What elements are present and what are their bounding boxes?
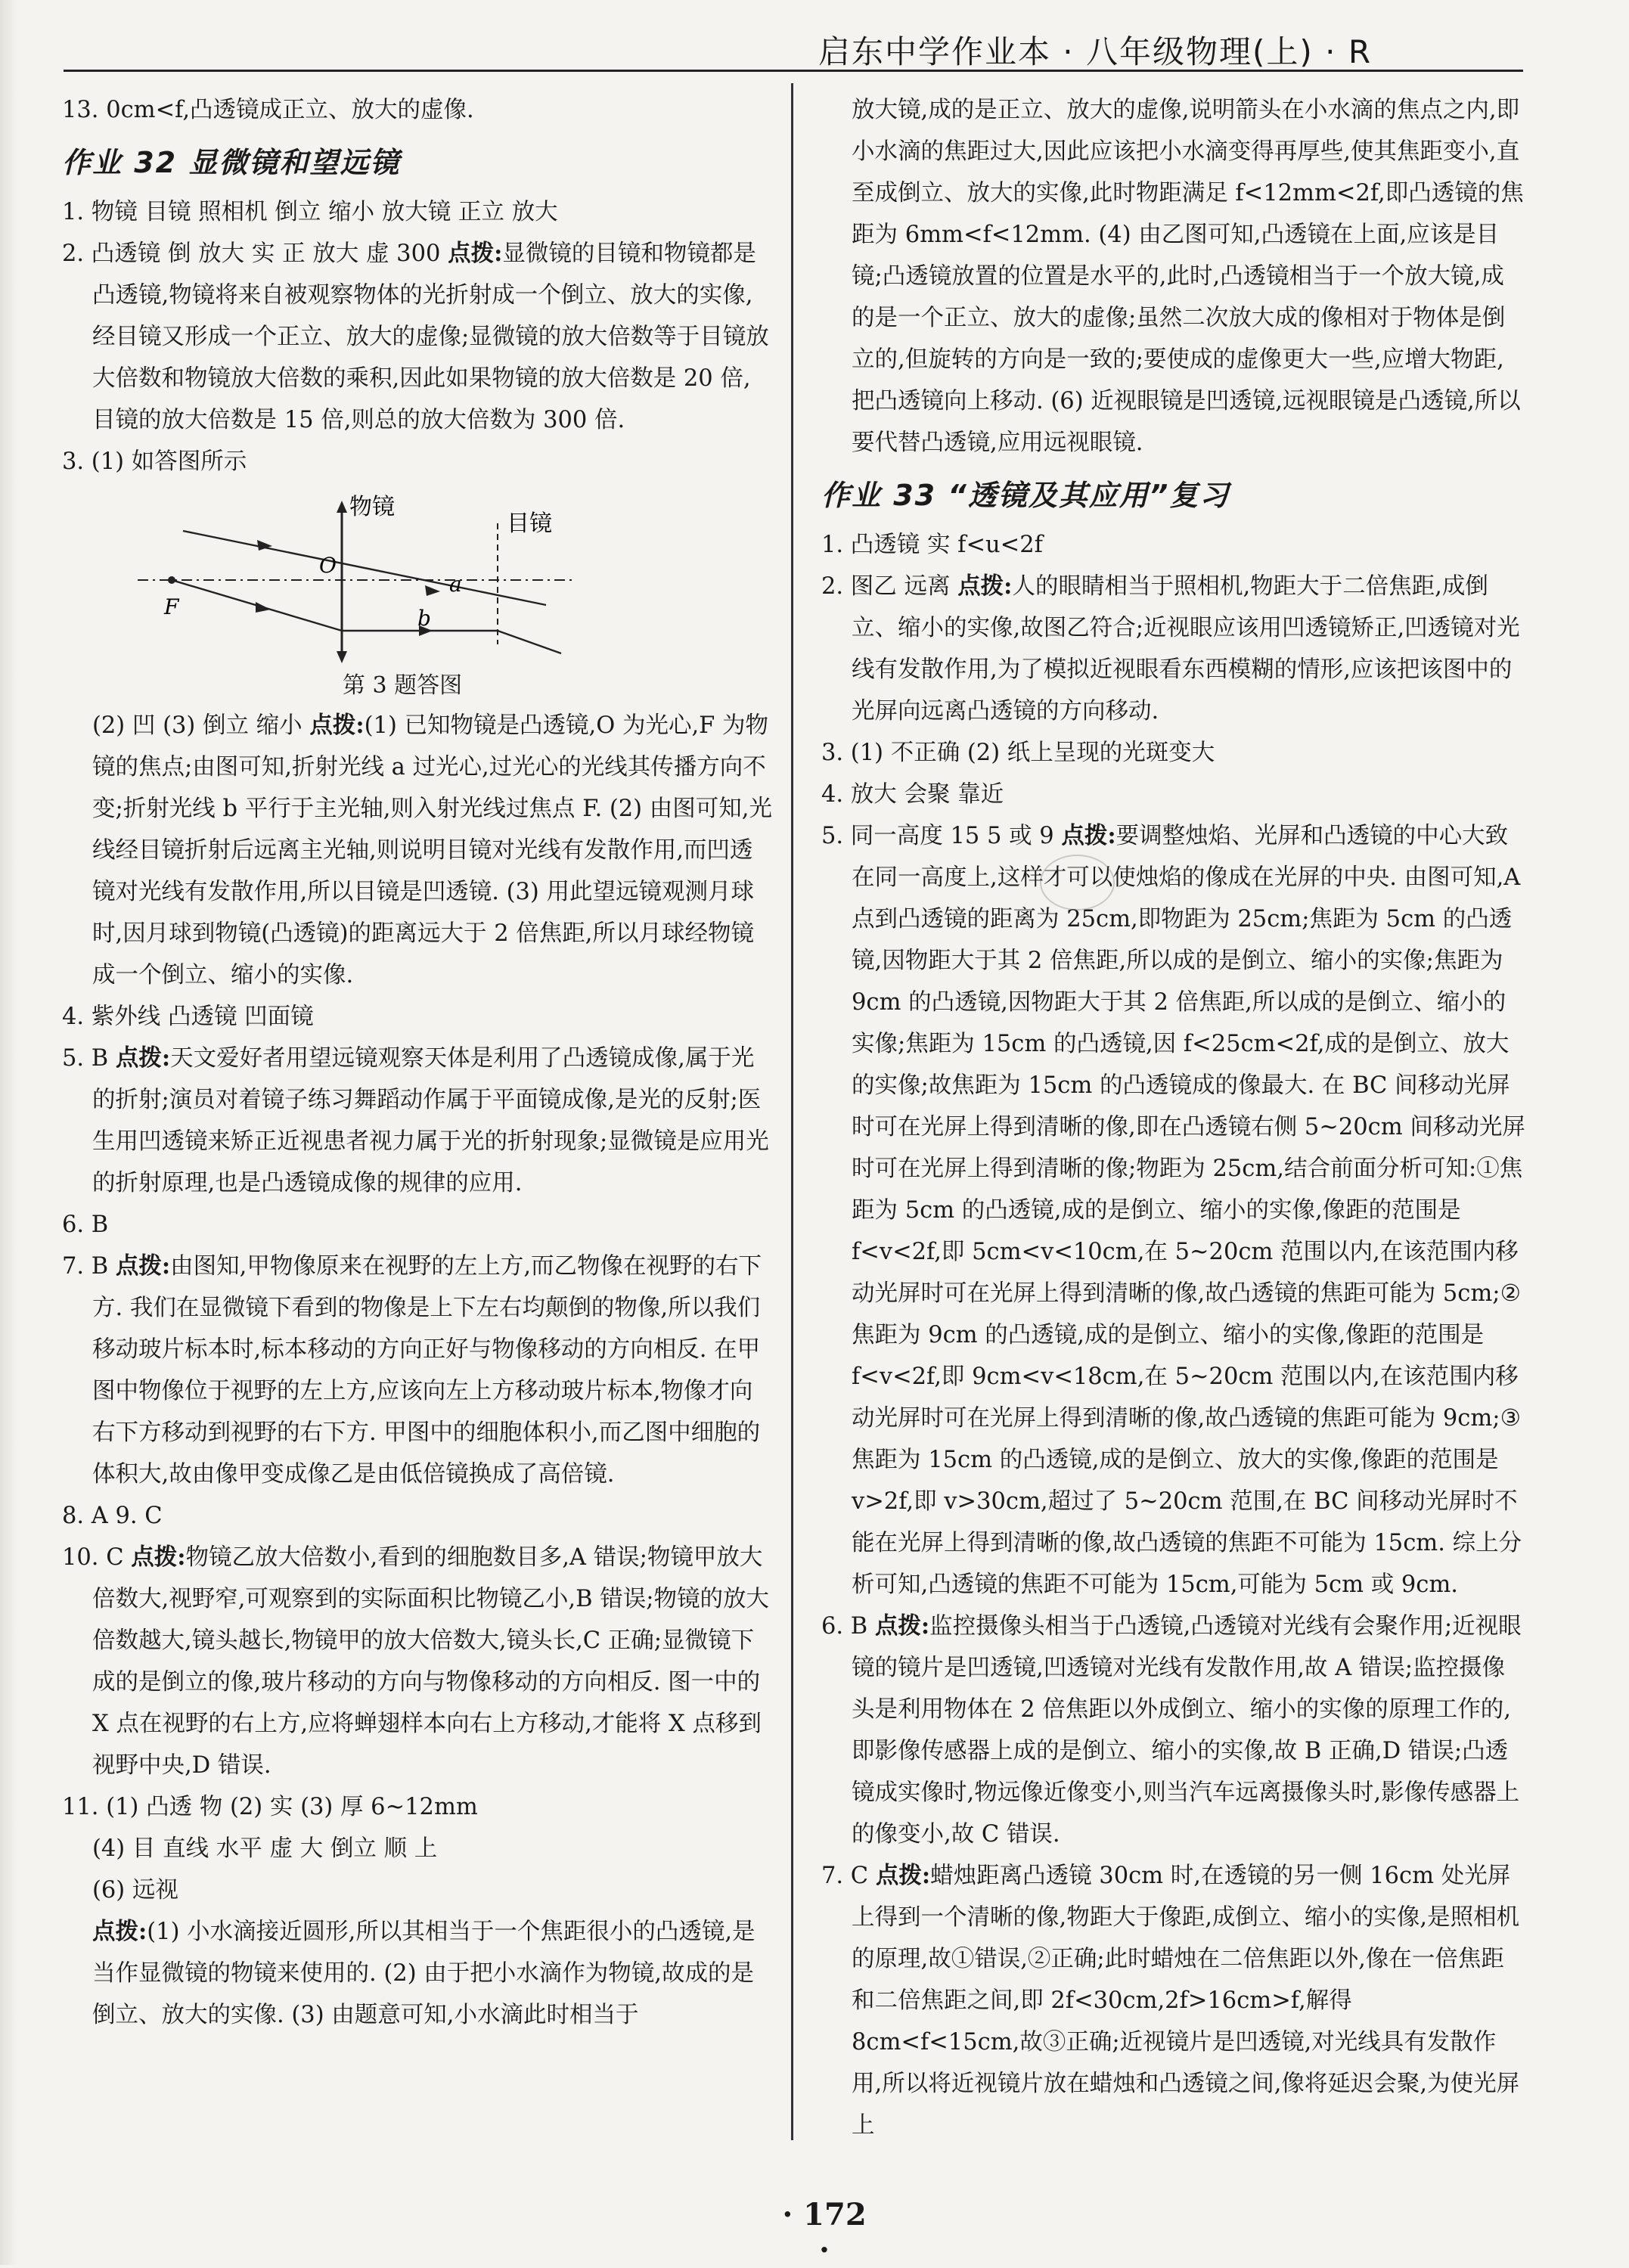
answer-1: 1. 物镜 目镜 照相机 倒立 缩小 放大镜 正立 放大: [62, 199, 558, 225]
binding-edge: [0, 0, 17, 2265]
answer-3-part1: 3. (1) 如答图所示: [62, 448, 247, 475]
header-title: 启东中学作业本 · 八年级物理(上) · R: [818, 33, 1372, 70]
review-answer-5: [821, 815, 1526, 1606]
answer-3-part2-main: (2) 凹 (3) 倒立 缩小: [92, 712, 310, 739]
ray-b-arrow-1: [256, 602, 271, 613]
label-b: b: [417, 606, 431, 631]
answer-11-part2: (4) 目 直线 水平 虚 大 倒立 顺 上: [92, 1835, 438, 1862]
review-answer-5-tip: 要调整烛焰、光屏和凸透镜的中心大致在同一高度上,这样才可以使烛焰的像成在光屏的中央. 由图可知,A 点到凸透镜的距离为 25cm,即物距为 25cm;焦距为 5cm 的凸透镜,因物距大于其 2 倍焦距,所以成的是倒立、缩小的实像;焦距为 9cm 的凸透镜,因物距大于其 2 倍焦距,所以成的是倒立、缩小的实像;焦距为 15cm 的凸透镜,因 f<25cm<2f,成的是倒立、放大的实像;故焦距为 15cm 的凸透镜成的像最大. 在 BC 间移动光屏时可在光屏上得到清晰的像,即在凸透镜右侧 5~20cm 间移动光屏时可在光屏上得到清晰的像;物距为 25cm,结合前面分析可知:①焦距为 5cm 的凸透镜,成的是倒立、缩小的实像,像距的范围是 f<v<2f,即 5cm<v<10cm,在 5~20cm 范围以内,在该范围内移动光屏时可在光屏上得到清晰的像,故凸透镜的焦距可能为 5cm;②焦距为 9cm 的凸透镜,成的是倒立、缩小的实像,像距的范围是 f<v<2f,即 9cm<v<18cm,在 5~20cm 范围以内,在该范围内移动光屏时可在光屏上得到清晰的像,故凸透镜的焦距可能为 9cm;③焦距为 15cm 的凸透镜,成的是倒立、放大的实像,像距的范围是 v>2f,即 v>30cm,超过了 5~20cm 范围,在 BC 间移动光屏时不能在光屏上得到清晰的像,故凸透镜的焦距不可能为 15cm. 综上分析可知,凸透镜的焦距不可能为 15cm,可能为 5cm 或 9cm.: [852, 823, 1525, 1598]
review-answer-2: [821, 566, 1526, 732]
review-answer-6-tip-label: 点拨:: [874, 1612, 930, 1640]
column-divider: [791, 83, 793, 2140]
ray-a-arrow-2: [425, 585, 440, 596]
answer-10-main: 10. C: [62, 1544, 132, 1571]
review-answer-7-tip-label: 点拨:: [875, 1862, 931, 1889]
section-32-title: 作业 32 显微镜和望远镜: [62, 146, 401, 179]
answer-3-tip-label: 点拨:: [309, 712, 365, 739]
answer-11-tip: (1) 小水滴接近圆形,所以其相当于一个焦距很小的凸透镜,是当作显微镜的物镜来使用的. (2) 由于把小水滴作为物镜,故成的是倒立、放大的实像. (3) 由题意可知,小水滴此时相当于: [92, 1919, 756, 2028]
review-answer-1: 1. 凸透镜 实 f<u<2f: [821, 532, 1043, 558]
review-answer-7: [821, 1855, 1526, 2146]
label-objective: 物镜: [349, 494, 395, 520]
page-number: · 172 ·: [782, 2197, 867, 2268]
answer-3-tip: (1) 已知物镜是凸透镜,O 为光心,F 为物镜的焦点;由图可知,折射光线 a 过光心,过光心的光线其传播方向不变;折射光线 b 平行于主光轴,则入射光线过焦点 F. (2) 由图可知,光线经目镜折射后远离主光轴,则说明目镜对光线有发散作用,而凹透镜对光线有发散作用,所以目镜是凹透镜. (3) 用此望远镜观测月球时,因月球到物镜(凸透镜)的距离远大于 2 倍焦距,所以月球经物镜成一个倒立、缩小的实像.: [92, 712, 772, 988]
answer-5: [62, 1038, 773, 1204]
answer-5-tip: 天文爱好者用望远镜观察天体是利用了凸透镜成像,属于光的折射;演员对着镜子练习舞蹈动作属于平面镜成像,是光的反射;医生用凹透镜来矫正近视患者视力属于光的折射现象;显微镜是应用光的折射原理,也是凸透镜成像的规律的应用.: [92, 1045, 769, 1196]
answer-5-main: 5. B: [62, 1045, 116, 1072]
label-eyepiece: 目镜: [507, 510, 552, 537]
answer-2-main: 2. 凸透镜 倒 放大 实 正 放大 虚 300: [62, 240, 448, 267]
answer-11-tip-label: 点拨:: [92, 1918, 147, 1945]
answer-10-tip-label: 点拨:: [131, 1544, 186, 1571]
answer-13: 13. 0cm<f,凸透镜成正立、放大的虚像.: [62, 97, 474, 123]
objective-arrow-bottom: [337, 651, 347, 663]
ray-b-refracted: [498, 631, 561, 653]
ray-a: [183, 531, 546, 605]
review-answer-7-tip: 蜡烛距离凸透镜 30cm 时,在透镜的另一侧 16cm 处光屏上得到一个清晰的像,物距大于像距,成倒立、缩小的实像,是照相机的原理,故①错误,②正确;此时蜡烛在二倍焦距以外,像在一倍焦距和二倍焦距之间,即 2f<30cm,2f>16cm>f,解得 8cm<f<15cm,故③正确;近视镜片是凹透镜,对光线具有发散作用,所以将近视镜片放在蜡烛和凸透镜之间,像将延迟会聚,为使光屏上: [852, 1863, 1520, 2139]
telescope-diagram: [92, 486, 743, 667]
label-O: O: [319, 553, 337, 578]
answer-6: 6. B: [62, 1212, 109, 1238]
answer-2-tip: 显微镜的目镜和物镜都是凸透镜,物镜将来自被观察物体的光折射成一个倒立、放大的实像,经目镜又形成一个正立、放大的虚像;显微镜的放大倍数等于目镜放大倍数和物镜放大倍数的乘积,因此如果物镜的放大倍数是 20 倍,目镜的放大倍数是 15 倍,则总的放大倍数为 300 倍.: [92, 240, 769, 433]
answer-10-tip: 物镜乙放大倍数小,看到的细胞数目多,A 错误;物镜甲放大倍数大,视野窄,可观察到的实际面积比物镜乙小,B 错误;物镜的放大倍数越大,镜头越长,物镜甲的放大倍数大,镜头长,C 正确;显微镜下成的是倒立的像,玻片移动的方向与物像移动的方向相反. 图一中的 X 点在视野的右上方,应将蝉翅样本向右上方移动,才能将 X 点移到视野中央,D 错误.: [92, 1544, 769, 1779]
answer-5-tip-label: 点拨:: [115, 1044, 171, 1072]
answer-11-part3: (6) 远视: [92, 1877, 178, 1903]
answer-11-part1: 11. (1) 凸透 物 (2) 实 (3) 厚 6~12mm: [62, 1794, 478, 1820]
watermark-stamp: [1040, 855, 1115, 911]
label-a: a: [449, 572, 462, 597]
section-33-title: 作业 33 “透镜及其应用”复习: [821, 479, 1230, 512]
page-header: [64, 23, 1523, 72]
figure-telescope: [62, 486, 773, 705]
review-answer-3: 3. (1) 不正确 (2) 纸上呈现的光斑变大: [821, 740, 1215, 766]
label-F: F: [164, 594, 179, 619]
answer-7: [62, 1246, 773, 1495]
review-answer-6: [821, 1606, 1526, 1855]
answer-11-tip-block: [62, 1911, 773, 2036]
answer-10: [62, 1537, 773, 1786]
answer-2-tip-label: 点拨:: [448, 240, 503, 267]
right-column: [821, 89, 1526, 2146]
review-answer-4: 4. 放大 会聚 靠近: [821, 781, 1004, 808]
review-answer-2-main: 2. 图乙 远离: [821, 573, 958, 600]
review-answer-5-main: 5. 同一高度 15 5 或 9: [821, 823, 1062, 849]
review-answer-5-tip-label: 点拨:: [1061, 822, 1116, 849]
review-answer-6-tip: 监控摄像头相当于凸透镜,凸透镜对光线有会聚作用;近视眼镜的镜片是凹透镜,凹透镜对光线有发散作用,故 A 错误;监控摄像头是利用物体在 2 倍焦距以外成倒立、缩小的实像的原理工作的,即影像传感器上成的是倒立、缩小的实像,故 B 正确,D 错误;凸透镜成实像时,物远像近像变小,则当汽车远离摄像头时,影像传感器上的像变小,故 C 错误.: [852, 1613, 1522, 1848]
answer-7-main: 7. B: [62, 1253, 116, 1280]
answer-4: 4. 紫外线 凸透镜 凹面镜: [62, 1004, 314, 1030]
objective-arrow-top: [337, 501, 347, 513]
answer-7-tip-label: 点拨:: [115, 1252, 171, 1280]
left-column: [62, 89, 773, 2036]
answer-3-part2: [62, 705, 773, 996]
review-answer-6-main: 6. B: [821, 1613, 875, 1640]
review-answer-7-main: 7. C: [821, 1863, 876, 1889]
review-answer-2-tip: 人的眼睛相当于照相机,物距大于二倍焦距,成倒立、缩小的实像,故图乙符合;近视眼应该用凹透镜矫正,凹透镜对光线有发散作用,为了模拟近视眼看东西模糊的情形,应该把该图中的光屏向远离凸透镜的方向移动.: [852, 573, 1520, 724]
answer-2: [62, 233, 773, 441]
answer-7-tip: 由图知,甲物像原来在视野的左上方,而乙物像在视野的右下方. 我们在显微镜下看到的物像是上下左右均颠倒的物像,所以我们移动玻片标本时,标本移动的方向正好与物像移动的方向相反. 在甲图中物像位于视野的左上方,应该向左上方移动玻片标本,物像才向右下方移动到视野的右下方. 甲图中的细胞体积小,而乙图中细胞的体积大,故由像甲变成像乙是由低倍镜换成了高倍镜.: [92, 1253, 762, 1488]
answer-11-continued: 放大镜,成的是正立、放大的虚像,说明箭头在小水滴的焦点之内,即小水滴的焦距过大,因此应该把小水滴变得再厚些,使其焦距变小,直至成倒立、放大的实像,此时物距满足 f<12mm<2f,即凸透镜的焦距为 6mm<f<12mm. (4) 由乙图可知,凸透镜在上面,应该是目镜;凸透镜放置的位置是水平的,此时,凸透镜相当于一个放大镜,成的是一个正立、放大的虚像;虽然二次放大成的像相对于物体是倒立的,但旋转的方向是一致的;要使成的虚像更大一些,应增大物距,把凸透镜向上移动. (6) 近视眼镜是凹透镜,远视眼镜是凸透镜,所以要代替凸透镜,应用远视眼镜.: [852, 97, 1524, 456]
answer-8-9: 8. A 9. C: [62, 1503, 163, 1529]
review-answer-2-tip-label: 点拨:: [957, 572, 1013, 600]
figure-caption: 第 3 题答图: [342, 672, 463, 699]
